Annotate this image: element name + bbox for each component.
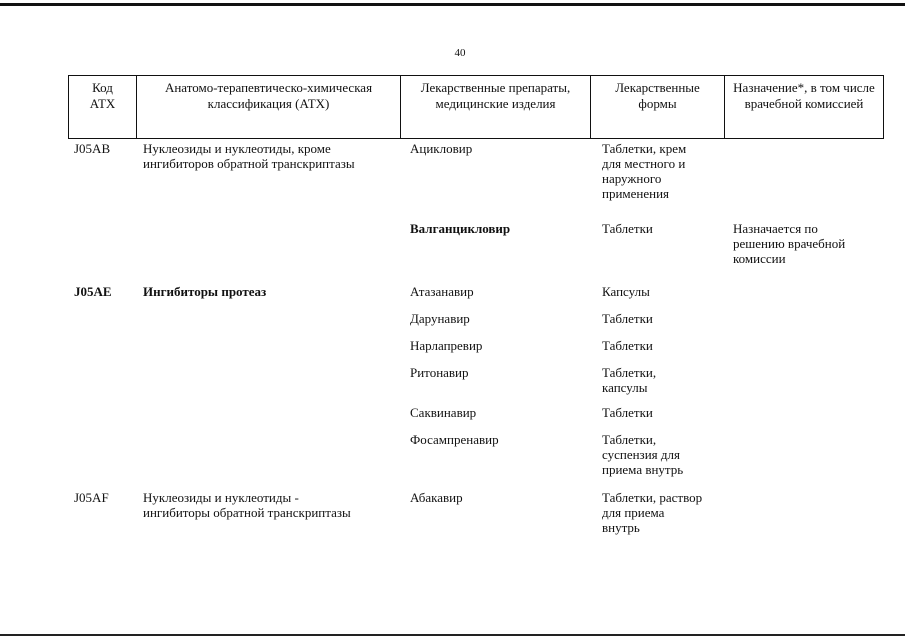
header-purpose: Назначение*, в том числе врачебной комиссией (733, 80, 875, 111)
group-name: Нуклеозиды и нуклеотиды, кроме ингибиторов обратной транскриптазы (143, 141, 355, 171)
drug-name: Нарлапревир (410, 338, 483, 353)
top-rule (0, 3, 905, 6)
drug-form: Таблетки (602, 405, 653, 420)
drug-name: Валганцикловир (410, 221, 511, 236)
drug-form: Таблетки (602, 221, 653, 236)
header-forms: Лекарственные формы (591, 76, 725, 138)
page-number: 40 (454, 47, 466, 59)
drug-form: Таблетки, раствор для приема внутрь (602, 490, 703, 535)
group-name: Нуклеозиды и нуклеотиды - ингибиторы обратной транскриптазы (143, 490, 351, 520)
group-code: J05AE (74, 284, 112, 299)
group-code: J05AB (74, 141, 111, 156)
drug-form: Таблетки, суспензия для приема внутрь (602, 432, 684, 477)
drug-name: Абакавир (410, 490, 463, 505)
drug-note: Назначается по решению врачебной комиссии (733, 221, 846, 266)
drug-name: Ритонавир (410, 365, 469, 380)
bottom-rule (0, 634, 905, 636)
group-name: Ингибиторы протеаз (143, 284, 267, 299)
header-classification: Анатомо-терапевтическо-химическая классификация (АТХ) (137, 76, 401, 138)
group-code: J05AF (74, 490, 109, 505)
drug-form: Таблетки (602, 311, 653, 326)
drug-form: Таблетки, капсулы (602, 365, 657, 395)
drug-form: Таблетки, крем для местного и наружного применения (602, 141, 687, 201)
drug-name: Ацикловир (410, 141, 473, 156)
drug-form: Капсулы (602, 284, 650, 299)
header-drugs: Лекарственные препараты, медицинские изделия (401, 76, 591, 138)
header-code: Код АТХ (69, 76, 137, 138)
table-header (68, 75, 884, 139)
drug-name: Атазанавир (410, 284, 474, 299)
drug-name: Саквинавир (410, 405, 477, 420)
drug-name: Фосампренавир (410, 432, 499, 447)
drug-name: Дарунавир (410, 311, 470, 326)
drug-form: Таблетки (602, 338, 653, 353)
